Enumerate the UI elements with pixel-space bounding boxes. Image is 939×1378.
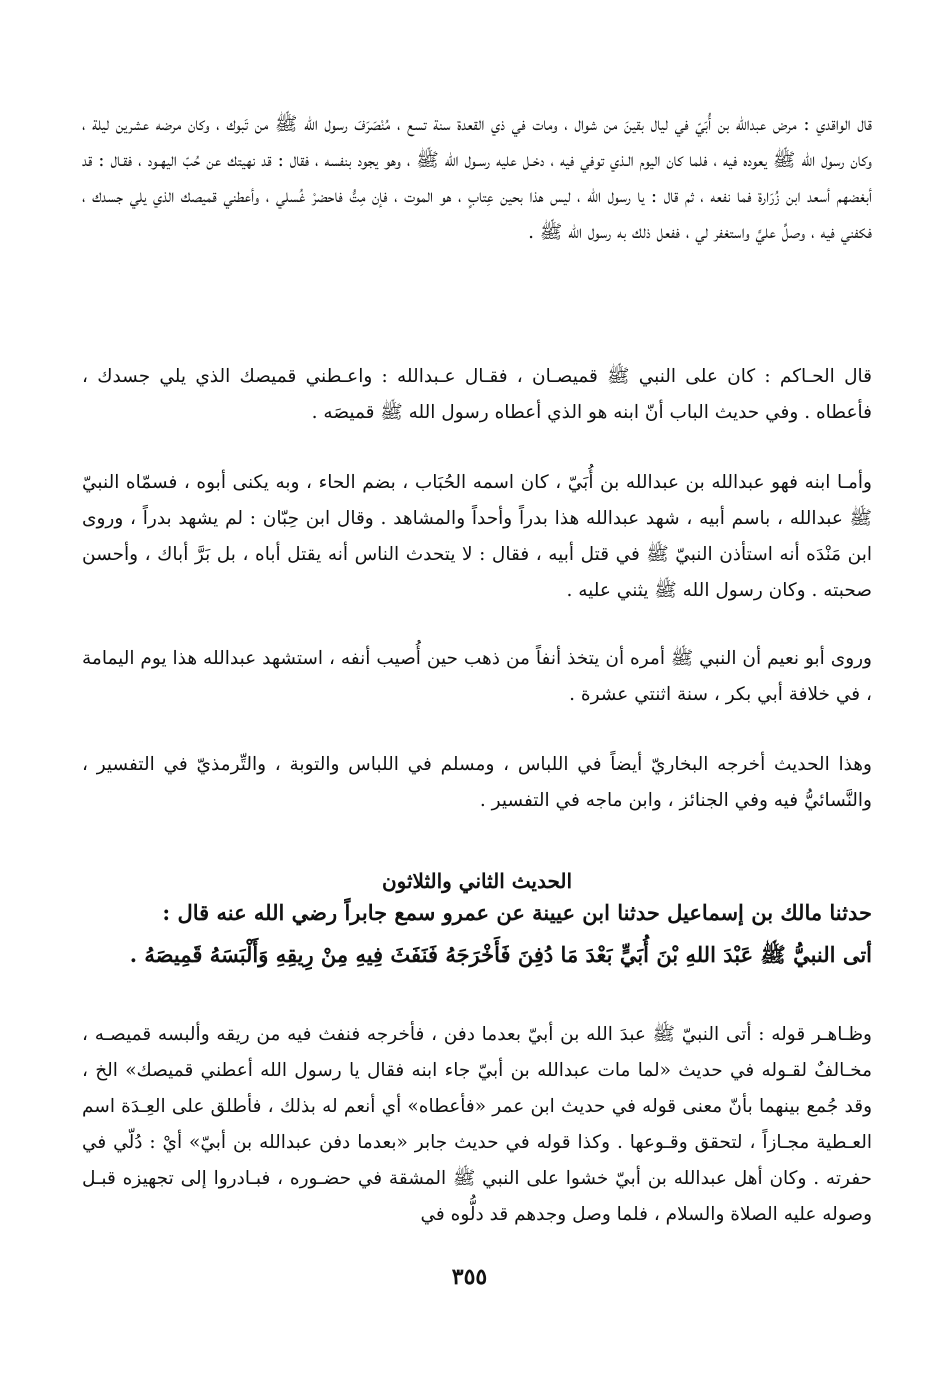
page-number: ٣٥٥ — [451, 1264, 488, 1290]
paragraph-hakim: قال الحـاكم : كان على النبي ﷺ قميصـان ، فقـال عـبدالله : واعـطني قميصك الذي يلي جسدك ، فأعطاه . وفي حديث الباب أنّ ابنه هو الذي أعطاه رسول الله ﷺ قميصَه . — [82, 365, 872, 423]
paragraph-abu-nuaym: وروى أبو نعيم أن النبي ﷺ أمره أن يتخذ أنفاً من ذهب حين أُصيب أنفه ، استشهد عبدالله هذا يوم اليمامة ، في خلافة أبي بكر ، سنة اثنتي عشرة . — [82, 647, 872, 705]
paragraph-commentary: وظـاهـر قوله : أتى النبيّ ﷺ عبدَ الله بن أبيّ بعدما دفن ، فأخرجه فنفث فيه من ريقه وألبسه قميصـه ، مخـالفٌ لقـوله في حديث «لما مات عبدالله بن أبيّ جاء ابنه فقال يا رسول الله أعطني قميصك» الخ ، وقد جُمع بينهما بأنّ معنى قوله في حديث ابن عمر «فأعطاه» أي أنعم له بذلك ، فأطلق على العِـدَة اسم العـطية مجـازاً ، لتحقق وقـوعها . وكذا قوله في حديث جابر «بعدما دفن عبدالله بن أبيّ» أيْ : دُلّي في حفرته . وكان أهل عبدالله بن أبيّ خشوا على النبي ﷺ المشقة في حضـوره ، فبـادروا إلى تجهيزه قبـل وصوله عليه الصلاة والسلام ، فلما وصل وجدهم قد دلُّوه في — [82, 1023, 872, 1225]
hadith-isnad: حدثنا مالك بن إسماعيل حدثنا ابن عيينة عن عمرو سمع جابراً رضي الله عنه قال : — [162, 900, 872, 925]
hadith-matn: أتى النبيُّ ﷺ عَبْدَ اللهِ بْنَ أُبَيٍّ بَعْدَ مَا دُفِنَ فَأَخْرَجَهُ فَنَفَثَ فِيهِ مِنْ رِيقِهِ وَأَلْبَسَهُ قَمِيصَهُ . — [129, 942, 872, 967]
paragraph-waqidi: قال الواقدي : مرض عبدالله بن أُبَيّ في ليال بقينَ من شوال ، ومات في ذي القعدة سنة تسع ، مُنْصَرَفَ رسول الله ﷺ من تَبوك ، وكان مرضه عشرين ليلة ، وكان رسول الله ﷺ يعوده فيه ، فلما كان اليوم الـذي توفي فيه ، دخـل عليه رسـول الله ﷺ ، وهو يجود بنفسه ، فقال : قد نهيتك عن حُبّ اليهـود ، فقـال : قد أبغضهم أسعد ابن زُرَارة فما نفعه ، ثم قال : يا رسول الله ، ليس هذا بحين عِتابٍ ، هو الموت ، فإن مِتُّ فاحضرْ غُسلي ، وأعطني قميصك الذي يلي جسدك ، فكفني فيه ، وصلِّ عليَّ واستغفر لي ، ففعل ذلك به رسول الله ﷺ . — [82, 113, 872, 243]
paragraph-son-abdullah: وأمـا ابنه فهو عبدالله بن عبدالله بن أُبَيّ ، كان اسمه الحُبَاب ، بضم الحاء ، وبه يكنى أبوه ، فسمّاه النبيّ ﷺ عبدالله ، باسم أبيه ، شهد عبدالله هذا بدراً وأحداً والمشاهد . وقال ابن حِبّان : لم يشهد بدراً ، وروى ابن مَنْدَه أنه استأذن النبيّ ﷺ في قتل أبيه ، فقال : لا يتحدث الناس أنه يقتل أباه ، بل بَرَّ أباك ، وأحسن صحبته . وكان رسول الله ﷺ يثني عليه . — [82, 471, 872, 601]
hadith-text — [82, 892, 872, 976]
hadith-heading: الحديث الثاني والثلاثون — [381, 868, 573, 893]
paragraph-takhrij: وهذا الحديث أخرجه البخاريّ أيضاً في اللباس ، ومسلم في اللباس والتوبة ، والتِّرمذيّ في التفسير ، والنَّسائيُّ فيه وفي الجنائز ، وابن ماجه في التفسير . — [82, 753, 872, 811]
